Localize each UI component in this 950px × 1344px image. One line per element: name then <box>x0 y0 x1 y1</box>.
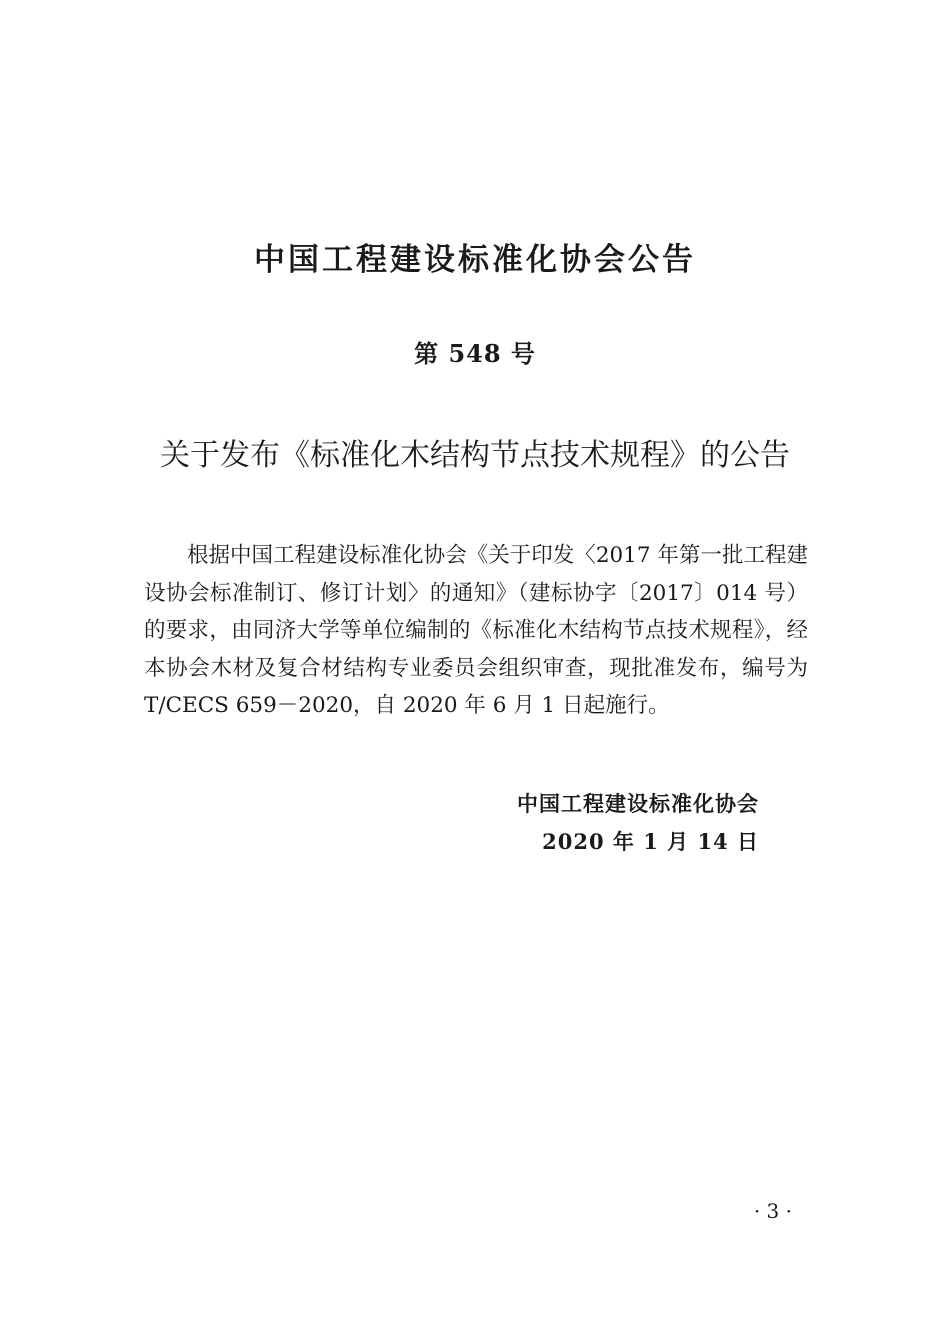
signature-date: 2020 年 1 月 14 日 <box>542 829 759 854</box>
page-number: · 3 · <box>753 1199 792 1223</box>
announcement-subject: 关于发布《标准化木结构节点技术规程》的公告 <box>160 438 790 473</box>
announcement-number: 第 548 号 <box>414 339 536 368</box>
announcement-body: 根据中国工程建设标准化协会《关于印发〈2017 年第一批工程建设协会标准制订、修订计划〉的通知》（建标协字〔2017〕014 号）的要求，由同济大学等单位编制的《标准化木结构节点技术规程》，经本协会木材及复合材结构专业委员会组织审查，现批准发布，编号为 T/CECS 659－2020，自 2020 年 6 月 1 日起施行。 <box>144 543 808 718</box>
signature-organization: 中国工程建设标准化协会 <box>517 792 759 816</box>
announcement-title: 中国工程建设标准化协会公告 <box>254 242 696 278</box>
